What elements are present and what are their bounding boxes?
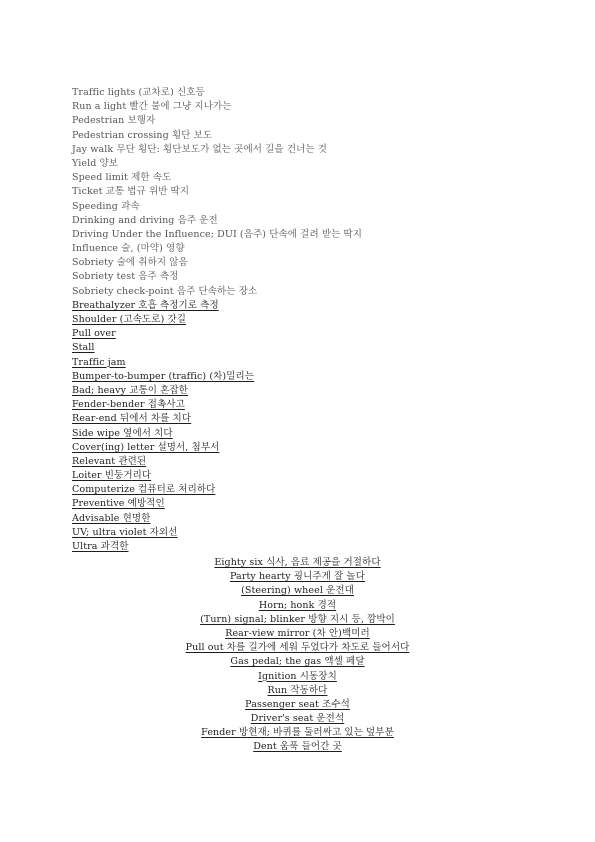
centered-vocab-item: Rear-view mirror (차 안)백미러 — [225, 627, 370, 639]
vocab-item-underlined: Fender-bender 접촉사고 — [72, 399, 185, 411]
centered-vocab-item: Party hearty 굉니주게 잘 놀다 — [229, 571, 365, 583]
vocab-item-underlined: Stall — [72, 342, 95, 354]
vocab-item: Driving Under the Influence; DUI (음주) 단속에 걸려 받는 딱지 — [72, 228, 363, 240]
centered-vocab-item: Dent 움푹 들어간 곳 — [253, 741, 342, 753]
vocab-item-underlined: Rear-end 뒤에서 차를 치다 — [72, 413, 192, 425]
vocab-item: Influence 술, (마약) 영향 — [72, 243, 185, 255]
centered-vocab-item: Gas pedal; the gas 액셀 페달 — [230, 656, 365, 668]
centered-vocab-item: Horn; honk 경적 — [258, 599, 337, 611]
vocab-item: Jay walk 무단 횡단: 횡단보도가 없는 곳에서 길을 건너는 것 — [72, 143, 328, 155]
vocab-item: Ticket 교통 법규 위반 딱지 — [72, 186, 190, 198]
centered-vocab-item: Pull out 차를 길가에 세워 두었다가 차도로 들어서다 — [185, 642, 410, 654]
centered-vocab-item: Passenger seat 조수석 — [245, 698, 350, 710]
vocab-item-underlined: Pull over — [72, 328, 116, 340]
vocab-item-underlined: Computerize 컴퓨터로 처리하다 — [72, 484, 216, 496]
vocab-item-underlined: Bumper-to-bumper (traffic) (차)밀리는 — [72, 370, 255, 382]
vocab-item-underlined: Breathalyzer 호흡 측정기로 측정 — [72, 299, 219, 311]
centered-vocab-item: Run 작동하다 — [267, 684, 328, 696]
vocab-item-underlined: Relevant 관련된 — [72, 455, 147, 467]
vocab-item: Run a light 빨간 불에 그냥 지나가는 — [72, 101, 232, 113]
centered-vocab-item: Driver's seat 운전석 — [250, 713, 345, 725]
vocab-item-underlined: Cover(ing) letter 설명서, 첨부서 — [72, 441, 220, 453]
vocab-item-underlined: Bad; heavy 교통이 혼잡한 — [72, 384, 188, 396]
centered-vocab-item: (Steering) wheel 운전대 — [241, 585, 354, 597]
vocab-item: Yield 양보 — [72, 157, 119, 169]
vocab-item: Speed limit 제한 속도 — [72, 172, 172, 184]
vocab-item-underlined: Shoulder (고속도로) 갓길 — [72, 314, 187, 325]
vocabulary-list — [72, 86, 552, 554]
vocab-item-underlined: Advisable 현명한 — [72, 512, 151, 524]
centered-vocab-item: Eighty six 식사, 음료 제공을 거절하다 — [214, 557, 381, 568]
vocab-item: Sobriety check-point 음주 단속하는 장소 — [72, 285, 258, 297]
centered-vocab-item: Ignition 시동장치 — [258, 670, 337, 682]
vocab-item: Sobriety test 음주 측정 — [72, 271, 179, 283]
centered-vocabulary-list — [0, 556, 595, 755]
vocab-item: Pedestrian 보행자 — [72, 115, 156, 127]
vocab-item: Speeding 과속 — [72, 200, 140, 212]
centered-vocab-item: (Turn) signal; blinker 방향 지시 등, 깜박이 — [200, 613, 395, 625]
vocab-item-underlined: Ultra 과격한 — [72, 541, 129, 552]
vocab-item: Sobriety 술에 취하지 않음 — [72, 257, 188, 269]
vocab-item-underlined: UV; ultra violet 자외선 — [72, 526, 178, 538]
vocab-item-underlined: Preventive 예방적인 — [72, 498, 165, 510]
vocab-item-underlined: Traffic jam — [72, 356, 126, 368]
vocab-item-underlined: Loiter 빈둥거리다 — [72, 470, 152, 482]
vocab-item: Drinking and driving 음주 운전 — [72, 214, 218, 226]
centered-vocab-item: Fender 방현재; 바퀴를 둘러싸고 있는 덮부분 — [201, 727, 394, 739]
vocab-item: Traffic lights (교차로) 신호등 — [72, 87, 205, 98]
vocab-item: Pedestrian crossing 횡단 보도 — [72, 129, 213, 141]
vocab-item-underlined: Side wipe 옆에서 치다 — [72, 427, 173, 439]
